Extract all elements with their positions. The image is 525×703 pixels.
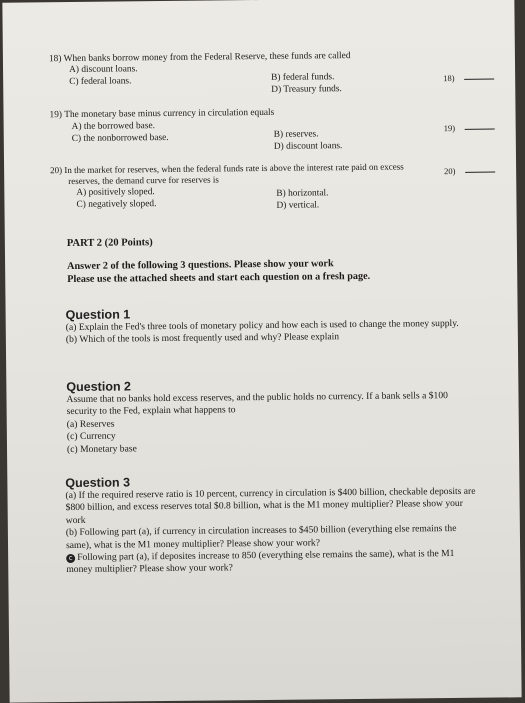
question-stem: In the market for reserves, when the federal funds rate is above the interest rate paid on excess <box>64 161 404 176</box>
blank-line <box>465 172 495 173</box>
option-c: C) the nonborrowed base. <box>71 132 169 144</box>
exam-page <box>2 0 521 703</box>
question-1-part-a: (a) Explain the Fed's three tools of monetary policy and how each is used to change the money supply. <box>65 317 459 334</box>
question-2-part-c: (c) Monetary base <box>66 442 137 455</box>
option-d: D) discount loans. <box>273 141 343 152</box>
option-b: B) federal funds. <box>271 72 335 83</box>
blank-label: 20) <box>444 165 456 177</box>
question-3-heading: Question 3 <box>65 475 131 491</box>
question-3-part-b: (b) Following part (a), if currency in circulation increases to $450 billion (everything else remains the same), what is the M1 money multiplier? Please show your work? <box>65 523 457 551</box>
option-d: D) vertical. <box>276 200 320 211</box>
question-2-body <box>66 390 477 456</box>
answer-blank-19[interactable] <box>444 123 495 134</box>
question-stem: When banks borrow money from the Federal Reserve, these funds are called <box>63 51 351 65</box>
question-number: 19) <box>49 110 63 121</box>
mc-question-18 <box>49 51 351 65</box>
blank-line <box>465 79 495 80</box>
question-3-body <box>65 486 476 577</box>
part2-instruction-2: Please use the attached sheets and start each question on a fresh page. <box>67 270 371 286</box>
circled-letter-c-icon: c <box>66 554 75 563</box>
part2-instruction-1: Answer 2 of the following 3 questions. Please show your work <box>67 258 334 273</box>
question-number: 20) <box>50 165 63 176</box>
mc-question-20 <box>50 162 404 177</box>
option-a: A) the borrowed base. <box>71 121 156 132</box>
answer-blank-18[interactable] <box>443 73 494 84</box>
mc-question-19 <box>49 108 274 121</box>
question-3-part-c-text: Following part (a), if deposites increase to 850 (everything else remains the same), what is the M1 money multiplier? Please show your work? <box>66 548 455 576</box>
question-3-part-c <box>66 548 476 577</box>
option-a: A) positively sloped. <box>76 187 155 198</box>
question-2-part-a: (a) Reserves <box>66 418 115 430</box>
question-2-part-b: (c) Currency <box>66 430 116 443</box>
option-b: B) horizontal. <box>276 188 329 199</box>
question-1-heading: Question 1 <box>65 307 131 323</box>
question-stem: The monetary base minus currency in circulation equals <box>64 107 275 121</box>
blank-label: 19) <box>443 122 456 134</box>
option-d: D) Treasury funds. <box>271 84 342 95</box>
option-a: A) discount loans. <box>69 64 138 76</box>
question-number: 18) <box>48 54 62 65</box>
question-2-heading: Question 2 <box>66 379 132 395</box>
question-2-intro: Assume that no banks hold excess reserves, and the public holds no currency. If a bank sells a $100 security to the Fed, explain what happens to <box>66 390 448 418</box>
question-1-body <box>66 318 466 347</box>
answer-blank-20[interactable] <box>444 166 495 177</box>
question-3-part-a: (a) If the required reserve ratio is 10 percent, currency in circulation is $400 billion, checkable deposits are $800 billion, and excess reserves total $0.8 billion, what is the M1 money multiplier? Please show your work <box>65 485 476 526</box>
question-1-part-b: (b) Which of the tools is most frequently used and why? Please explain <box>65 331 340 346</box>
option-c: C) federal loans. <box>69 76 132 88</box>
blank-line <box>465 129 495 130</box>
option-c: C) negatively sloped. <box>76 199 157 210</box>
question-stem-cont: reserves, the demand curve for reserves is <box>68 174 219 187</box>
option-b: B) reserves. <box>273 129 319 140</box>
blank-label: 18) <box>443 72 455 84</box>
part2-title: PART 2 (20 Points) <box>66 237 153 250</box>
